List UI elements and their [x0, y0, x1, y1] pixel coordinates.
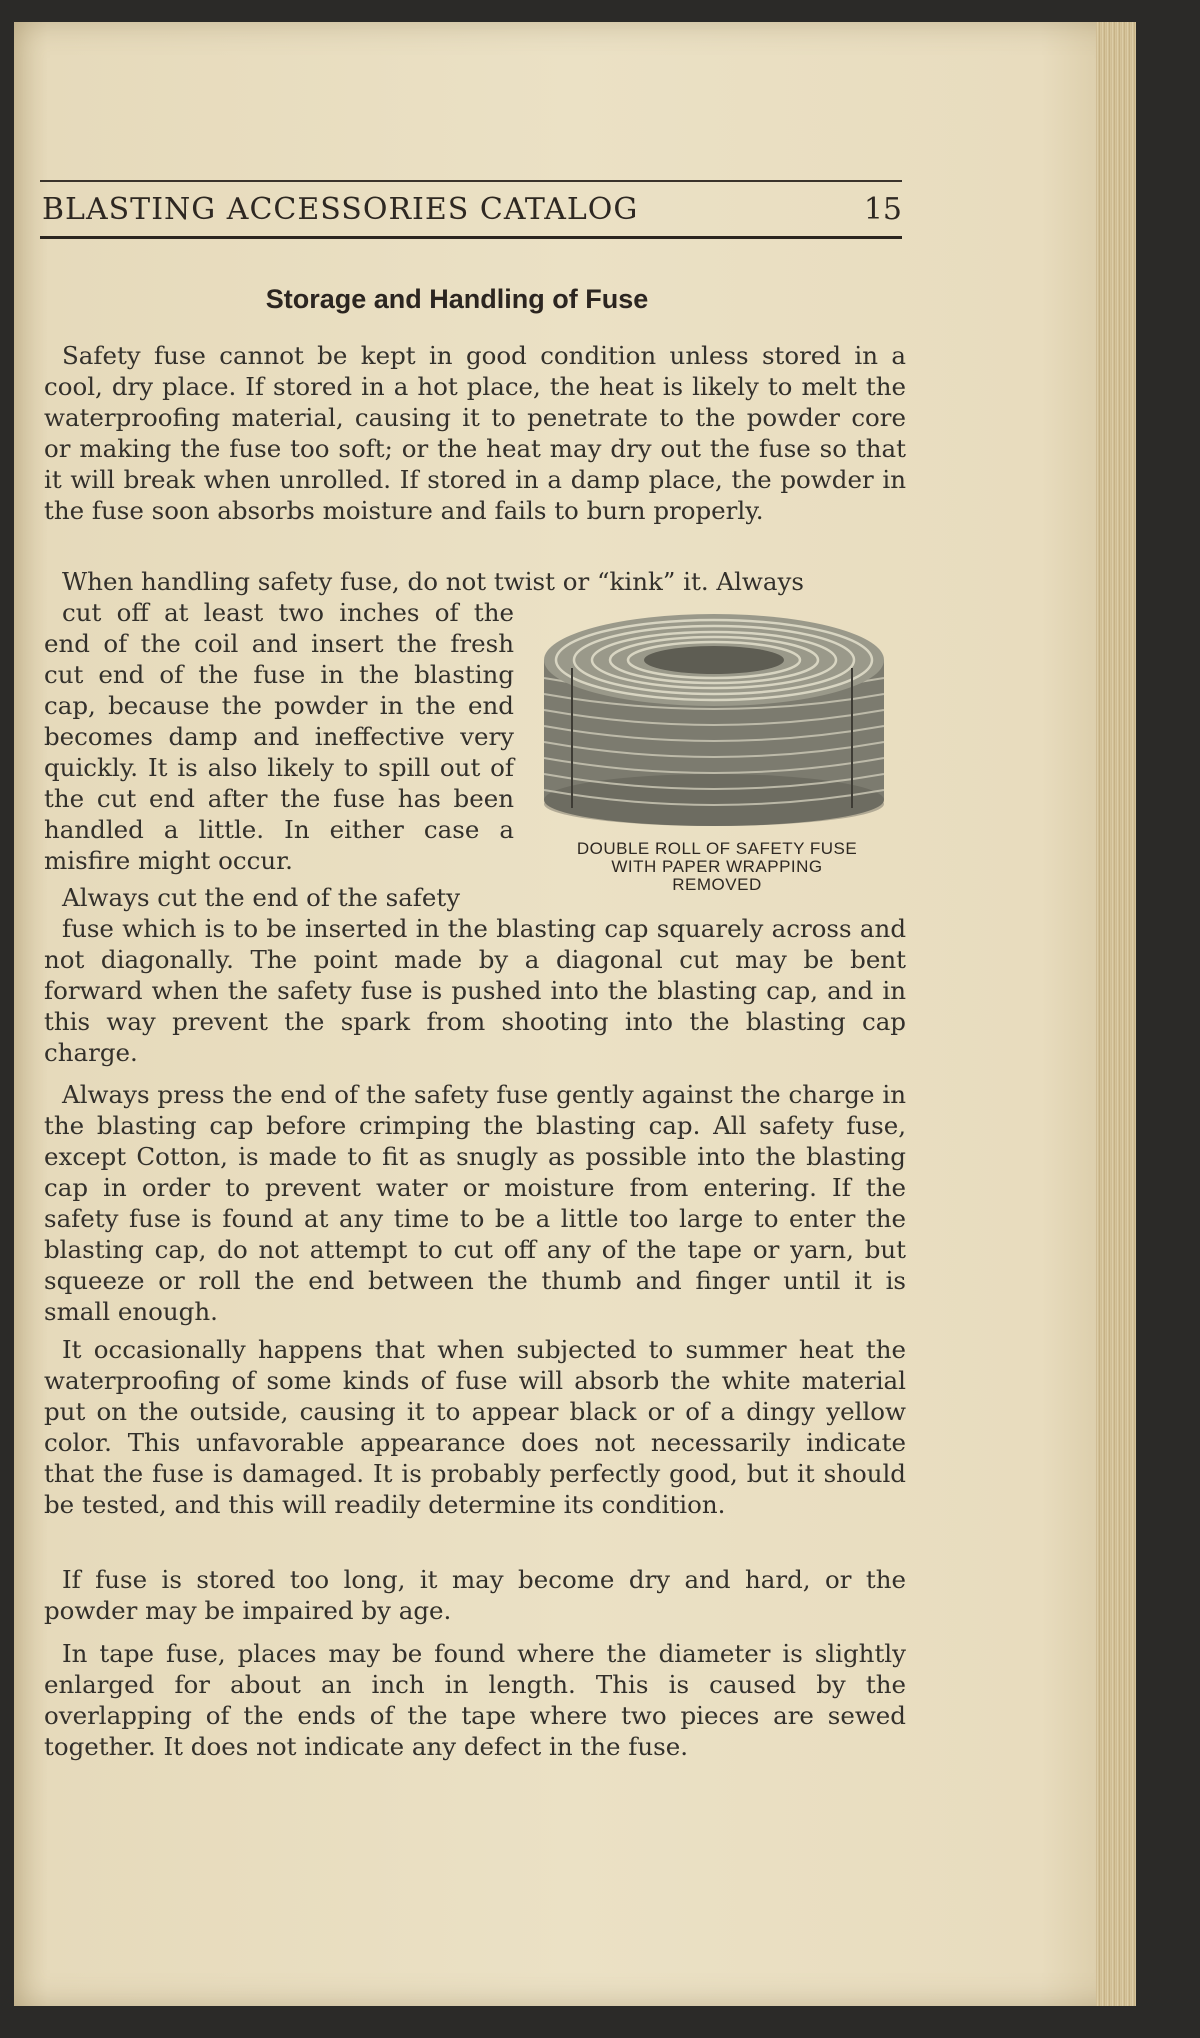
caption-line: WITH PAPER WRAPPING [611, 857, 823, 876]
paragraph-discoloration [44, 1334, 906, 1520]
paragraph-text: fuse which is to be inserted in the blasting cap squarely across and not diagonally. The point made by a diagonal cut may be bent forward when the safety fuse is pushed into the blasting cap, and in this way prevent the spark from shooting into the blasting cap charge. [44, 914, 906, 1067]
paragraph-text: cut off at least two inches of the end of the coil and insert the fresh cut end of the fuse in the blasting cap, because the powder in the end becomes damp and ineffective very quickly. It is also likely to spill out of the cut end after the fuse has been handled a little. In either case a misfire might occur. [44, 598, 514, 875]
paragraph-text: If fuse is stored too long, it may become dry and hard, or the powder may be impaired by age. [44, 1565, 906, 1625]
paragraph-text: When handling safety fuse, do not twist or “kink” it. Always [62, 567, 804, 596]
caption-line: DOUBLE ROLL OF SAFETY FUSE [576, 839, 858, 858]
paragraph-crimping [44, 1079, 906, 1327]
fuse-coil-illustration [532, 608, 896, 832]
caption-line: REMOVED [672, 875, 762, 894]
paragraph-tape-fuse [44, 1638, 906, 1762]
paragraph-age [44, 1564, 906, 1626]
paragraph-cutting-rest [44, 913, 906, 1068]
paragraph-text: Always cut the end of the safety [62, 883, 461, 912]
paragraph-text: Safety fuse cannot be kept in good condition unless stored in a cool, dry place. If stored in a hot place, the heat is likely to melt the waterproofing material, causing it to penetrate to the powder core or making the fuse too soft; or the heat may dry out the fuse so that it will break when unrolled. If stored in a damp place, the powder in the fuse soon absorbs moisture and fails to burn properly. [44, 341, 906, 525]
coil-center-hole [644, 646, 784, 674]
catalog-page [14, 22, 1130, 2006]
section-heading: Storage and Handling of Fuse [265, 284, 649, 314]
page-edge [1096, 22, 1136, 2006]
paragraph-handling-wrapped [44, 597, 514, 876]
paragraph-storage [44, 340, 906, 526]
paragraph-text: Always press the end of the safety fuse gently against the charge in the blasting cap before crimping the blasting cap. All safety fuse, except Cotton, is made to fit as snugly as possible into the blasting cap in order to prevent water or moisture from entering. If the safety fuse is found at any time to be a little too large to enter the blasting cap, do not attempt to cut off any of the tape or yarn, but squeeze or roll the end between the thumb and finger until it is small enough. [44, 1080, 906, 1326]
header-rule-top [40, 180, 902, 182]
page-number: 15 [863, 192, 902, 227]
paragraph-handling-first-line [44, 566, 906, 597]
running-header-title: BLASTING ACCESSORIES CATALOG [42, 192, 639, 227]
paragraph-cutting-first-line [44, 882, 514, 913]
paragraph-text: It occasionally happens that when subjected to summer heat the waterproofing of some kinds of fuse will absorb the white material put on the outside, causing it to appear black or of a dingy yellow color. This unfavorable appearance does not necessarily indicate that the fuse is damaged. It is probably perfectly good, but it should be tested, and this will readily determine its condition. [44, 1335, 906, 1519]
figure-caption [519, 840, 915, 894]
paragraph-text: In tape fuse, places may be found where the diameter is slightly enlarged for about an inch in length. This is caused by the overlapping of the ends of the tape where two pieces are sewed together. It does not indicate any defect in the fuse. [44, 1639, 906, 1761]
header-rule-bottom [40, 236, 902, 239]
